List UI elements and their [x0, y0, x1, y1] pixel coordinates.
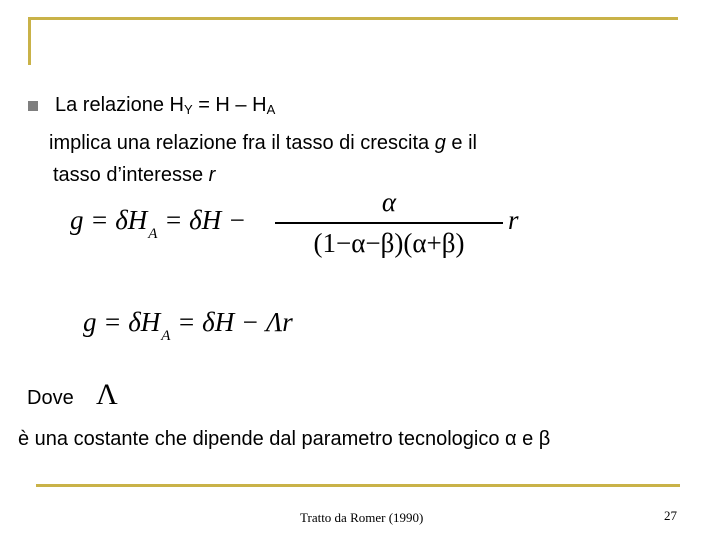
equation-1-fraction	[275, 186, 503, 260]
eq1-mid-text: = δH −	[164, 205, 247, 235]
text-relazione: La relazione H	[55, 94, 184, 116]
frame-bottom-rule	[36, 484, 680, 487]
equation-2	[83, 307, 293, 344]
var-g: g	[434, 132, 446, 154]
eq1-fraction-bar	[275, 222, 503, 224]
equation-1-rhs: r	[508, 205, 519, 235]
bullet-line-3	[53, 163, 215, 187]
eq2-lhs-text: g = δH	[83, 307, 161, 337]
lambda-symbol: Λ	[96, 378, 118, 411]
frame-top-rule	[28, 17, 678, 20]
bullet-line-2	[49, 131, 477, 155]
bullet-square-icon	[28, 101, 38, 111]
text-dove: Dove	[27, 387, 74, 409]
eq1-lhs-text: g = δH	[70, 205, 148, 235]
eq1-subscript-a: A	[148, 226, 158, 242]
page-number: 27	[664, 508, 677, 523]
text-e-il: e il	[445, 132, 477, 154]
bullet-line-1	[55, 93, 275, 122]
text-implica: implica una relazione fra il tasso di crescita	[49, 132, 435, 154]
text-equals-h: = H – H	[192, 94, 267, 116]
text-conclusion: è una costante che dipende dal parametro tecnologico α e β	[18, 428, 551, 450]
text-tasso-interesse: tasso d’interesse	[53, 164, 209, 186]
footer-source: Tratto da Romer (1990)	[300, 510, 424, 525]
eq2-subscript-a: A	[161, 328, 171, 344]
eq1-denominator: (1−α−β)(α+β)	[313, 228, 465, 258]
eq2-rhs-text: = δH − Λr	[177, 307, 293, 337]
subscript-a: A	[266, 102, 276, 117]
equation-1-lhs	[70, 205, 247, 242]
subscript-y: Y	[183, 102, 193, 117]
eq1-numerator: α	[381, 187, 397, 217]
frame-left-rule	[28, 17, 31, 65]
var-r: r	[208, 164, 216, 186]
